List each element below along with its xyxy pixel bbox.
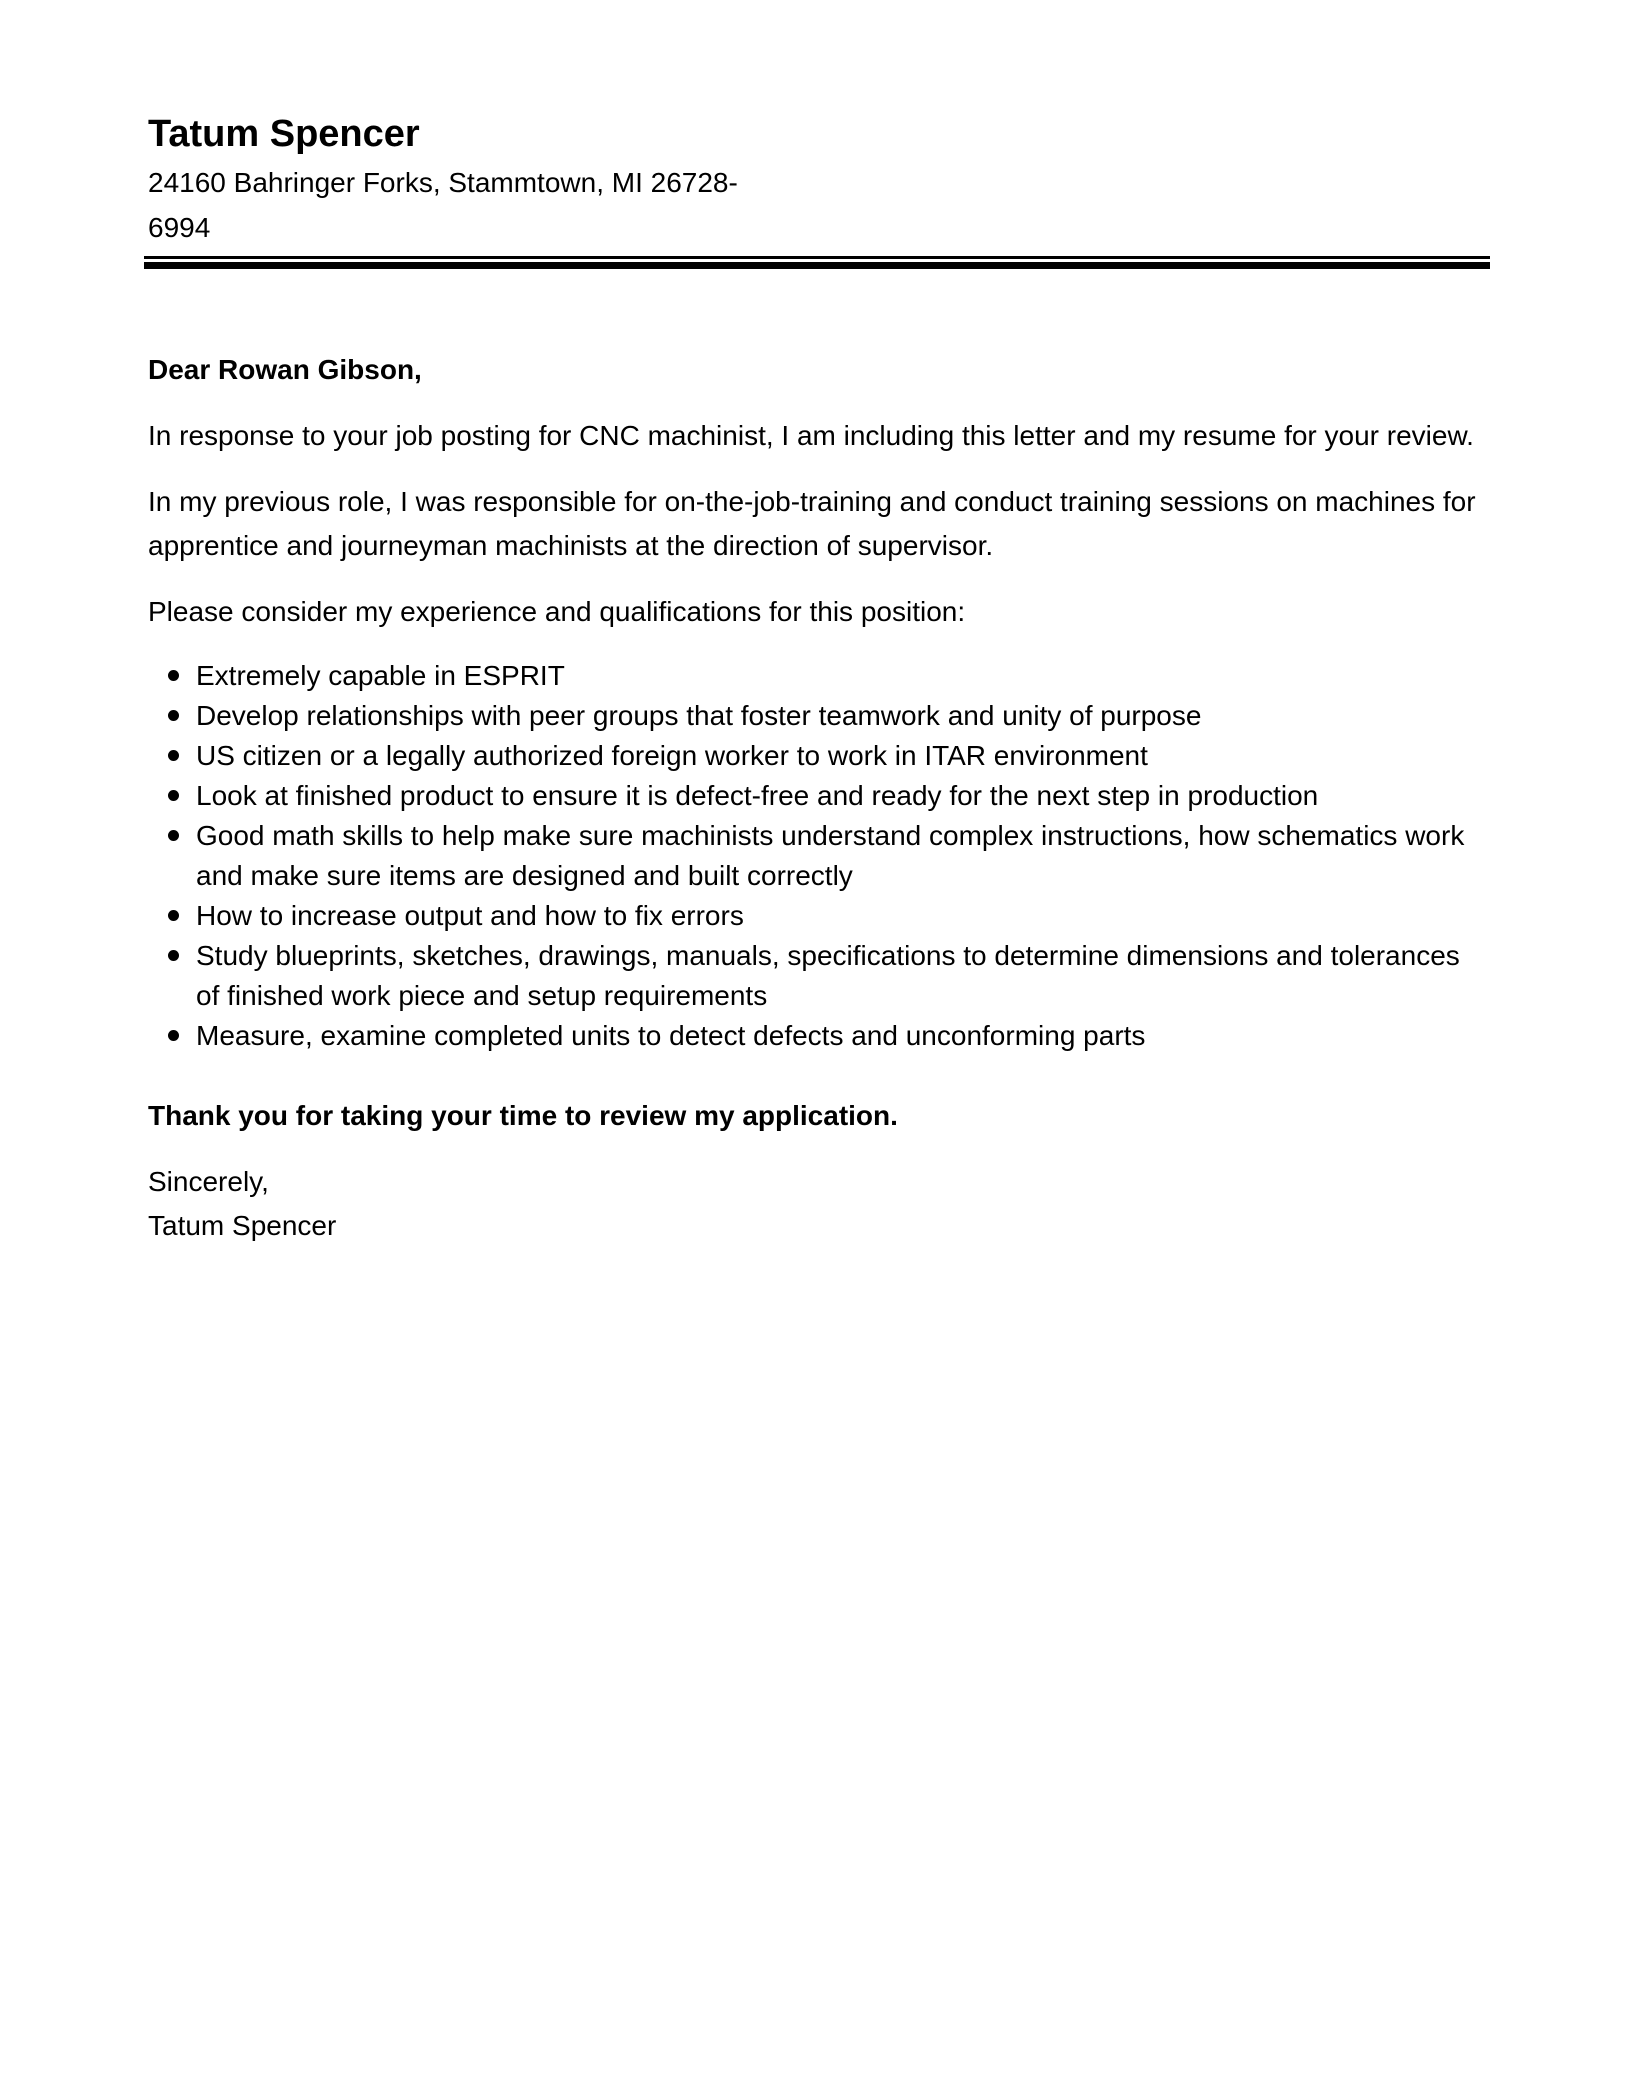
bullet-icon bbox=[168, 710, 179, 721]
list-item-text: US citizen or a legally authorized foreign worker to work in ITAR environment bbox=[196, 740, 1148, 771]
bullet-icon bbox=[168, 950, 179, 961]
list-item bbox=[148, 656, 1488, 696]
list-item-text: Study blueprints, sketches, drawings, manuals, specifications to determine dimensions and tolerances of finished work piece and setup requirements bbox=[196, 940, 1460, 1011]
paragraph-previous-role: In my previous role, I was responsible for on-the-job-training and conduct training sessions on machines for apprentice and journeyman machinists at the direction of supervisor. bbox=[148, 486, 1476, 561]
salutation: Dear Rowan Gibson, bbox=[148, 354, 422, 385]
list-item bbox=[148, 1016, 1488, 1056]
letter-header bbox=[148, 108, 1488, 250]
list-item-text: Extremely capable in ESPRIT bbox=[196, 660, 565, 691]
bullet-icon bbox=[168, 910, 179, 921]
closing-line: Thank you for taking your time to review my application. bbox=[148, 1100, 898, 1131]
bullet-icon bbox=[168, 830, 179, 841]
qualifications-list bbox=[148, 656, 1488, 1056]
list-item-text: Good math skills to help make sure machinists understand complex instructions, how schematics work and make sure items are designed and built correctly bbox=[196, 820, 1465, 891]
header-divider bbox=[144, 256, 1490, 269]
sender-address-line2: 6994 bbox=[148, 212, 211, 243]
letter-body bbox=[148, 348, 1488, 1248]
paragraph-intro: In response to your job posting for CNC machinist, I am including this letter and my resume for your review. bbox=[148, 420, 1474, 451]
sender-address-line1: 24160 Bahringer Forks, Stammtown, MI 26728- bbox=[148, 167, 738, 198]
bullet-icon bbox=[168, 750, 179, 761]
list-item-text: Look at finished product to ensure it is defect-free and ready for the next step in production bbox=[196, 780, 1319, 811]
signoff bbox=[148, 1160, 1488, 1248]
list-item bbox=[148, 696, 1488, 736]
sender-name: Tatum Spencer bbox=[148, 113, 420, 155]
sender-address bbox=[148, 160, 768, 250]
bullet-icon bbox=[168, 1030, 179, 1041]
paragraph-qualifications-intro: Please consider my experience and qualifications for this position: bbox=[148, 596, 966, 627]
list-item-text: Measure, examine completed units to detect defects and unconforming parts bbox=[196, 1020, 1146, 1051]
list-item bbox=[148, 736, 1488, 776]
signature-name: Tatum Spencer bbox=[148, 1210, 337, 1241]
signoff-word: Sincerely, bbox=[148, 1166, 269, 1197]
bullet-icon bbox=[168, 670, 179, 681]
list-item bbox=[148, 816, 1488, 896]
list-item-text: How to increase output and how to fix errors bbox=[196, 900, 744, 931]
list-item bbox=[148, 936, 1488, 1016]
list-item bbox=[148, 776, 1488, 816]
bullet-icon bbox=[168, 790, 179, 801]
list-item bbox=[148, 896, 1488, 936]
list-item-text: Develop relationships with peer groups that foster teamwork and unity of purpose bbox=[196, 700, 1202, 731]
